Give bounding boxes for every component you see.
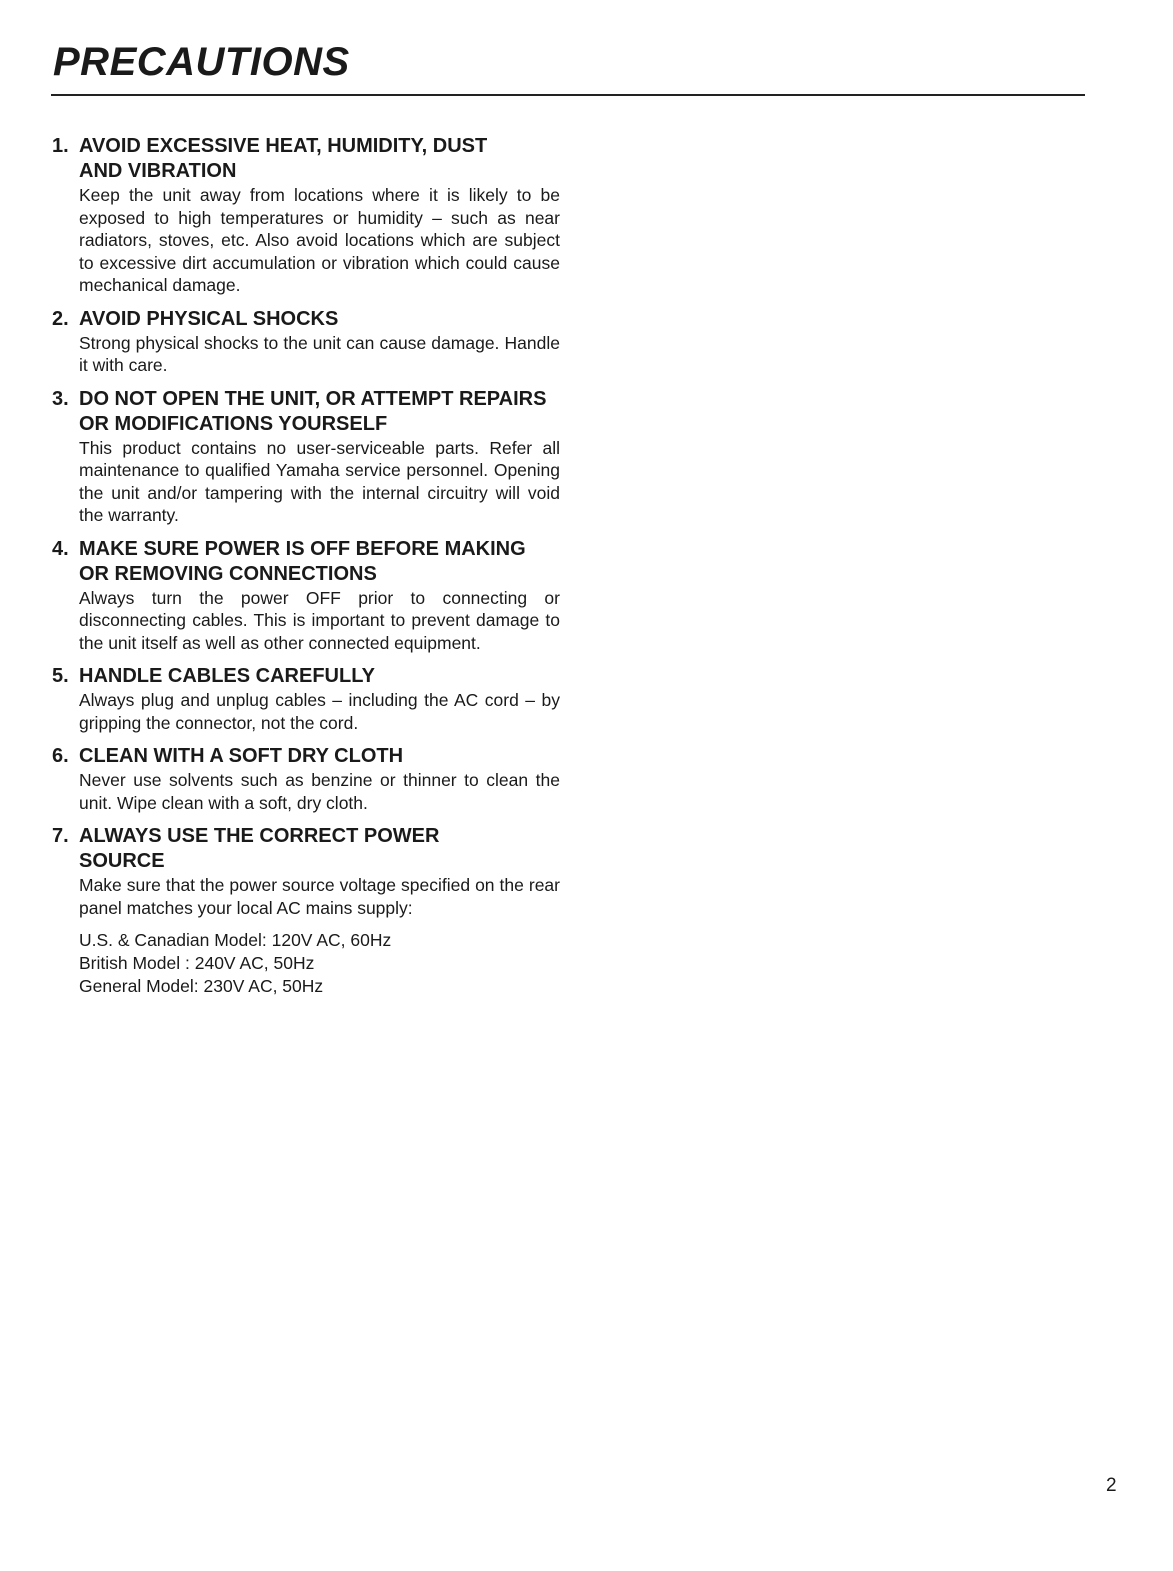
precaution-number: 1.	[52, 135, 69, 157]
precaution-title: ALWAYS USE THE CORRECT POWER SOURCE	[79, 825, 440, 872]
precaution-body: Strong physical shocks to the unit can cause damage. Handle it with care.	[79, 332, 560, 375]
precaution-title: AVOID EXCESSIVE HEAT, HUMIDITY, DUST AND VIBRATION	[79, 135, 488, 182]
precaution-title: AVOID PHYSICAL SHOCKS	[79, 307, 339, 330]
precaution-number: 5.	[52, 665, 69, 687]
precaution-item	[52, 744, 560, 814]
precaution-body: Make sure that the power source voltage specified on the rear panel matches your local AC mains supply:	[79, 875, 560, 918]
precaution-number: 4.	[52, 537, 69, 560]
precaution-heading	[52, 824, 560, 874]
precaution-heading	[52, 744, 560, 769]
precaution-item	[52, 537, 560, 655]
title-divider	[51, 94, 1085, 96]
precautions-list	[52, 134, 560, 1008]
precaution-item	[52, 387, 560, 527]
page-title: PRECAUTIONS	[53, 40, 350, 84]
precaution-number: 6.	[52, 745, 69, 767]
precaution-number: 2.	[52, 307, 69, 330]
precaution-heading	[52, 307, 560, 332]
precaution-title: MAKE SURE POWER IS OFF BEFORE MAKING OR REMOVING CONNECTIONS	[79, 537, 526, 585]
precaution-body: Always plug and unplug cables – including the AC cord – by gripping the connector, not the cord.	[79, 690, 560, 733]
power-model-line: U.S. & Canadian Model: 120V AC, 60Hz	[79, 930, 392, 950]
precaution-body: Keep the unit away from locations where it is likely to be exposed to high temperatures or humidity – such as near radiators, stoves, etc. Also avoid locations which are subject to excessive dirt accumulation or vibration which could cause mechanical damage.	[79, 185, 560, 295]
precaution-item	[52, 664, 560, 734]
precaution-body: This product contains no user-serviceable parts. Refer all maintenance to qualified Yamaha service personnel. Opening the unit and/or tampering with the internal circuitry will void the warranty.	[79, 437, 560, 525]
precaution-title: DO NOT OPEN THE UNIT, OR ATTEMPT REPAIRS OR MODIFICATIONS YOURSELF	[79, 387, 547, 435]
precaution-heading	[52, 537, 560, 587]
precaution-item	[52, 824, 560, 998]
precaution-item	[52, 134, 560, 297]
precaution-item	[52, 307, 560, 377]
precaution-heading	[52, 387, 560, 437]
precaution-body: Always turn the power OFF prior to connecting or disconnecting cables. This is important to prevent damage to the unit itself as well as other connected equipment.	[79, 587, 560, 653]
page-number: 2	[1106, 1475, 1117, 1496]
precaution-heading	[52, 134, 560, 184]
precaution-number: 3.	[52, 387, 69, 410]
power-model-line: General Model: 230V AC, 50Hz	[79, 976, 324, 996]
precaution-body: Never use solvents such as benzine or thinner to clean the unit. Wipe clean with a soft, dry cloth.	[79, 770, 560, 813]
precaution-number: 7.	[52, 825, 69, 847]
precaution-title: CLEAN WITH A SOFT DRY CLOTH	[79, 745, 404, 767]
power-model-line: British Model : 240V AC, 50Hz	[79, 953, 315, 973]
power-model-list	[79, 929, 560, 998]
precaution-title: HANDLE CABLES CAREFULLY	[79, 665, 375, 687]
precaution-heading	[52, 664, 560, 689]
